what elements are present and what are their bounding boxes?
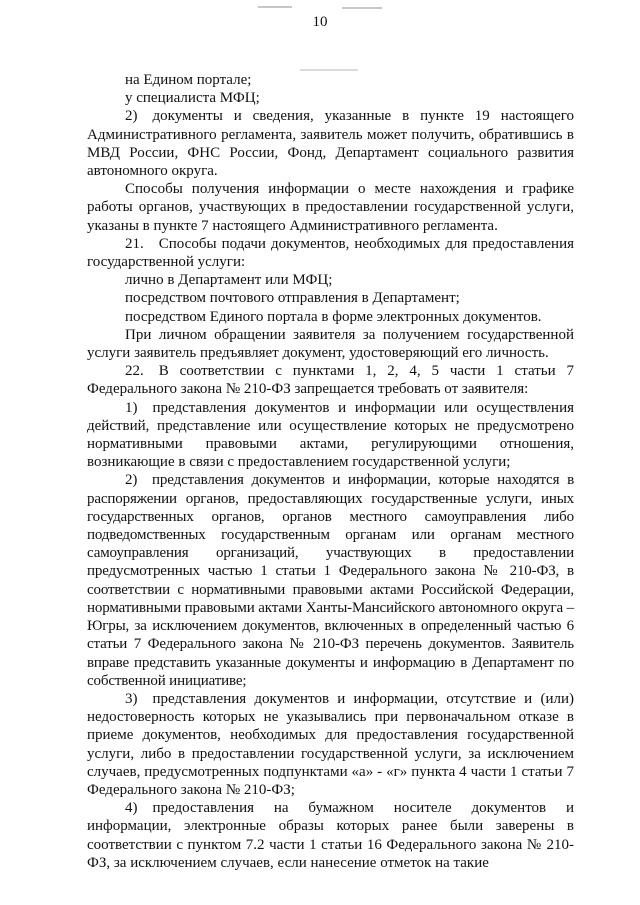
list-item-mfc-specialist: у специалиста МФЦ; [125,90,260,107]
list-item-in-person: лично в Департамент или МФЦ; [125,272,333,289]
document-body [87,71,574,872]
page-number: 10 [312,14,328,30]
list-item-electronic: посредством Единого портала в форме электронных документов. [125,308,542,325]
paragraph-item-2-documents: 2) документы и сведения, указанные в пункте 19 настоящего Административного регламента, заявитель может получить, обратившись в МВД России, ФНС России, Фонд, Департамент социального развития автономного округа. [87,108,574,180]
paragraph-info-methods: Способы получения информации о месте нахождения и графике работы органов, участвующих в предоставлении государственной услуги, указаны в пункте 7 настоящего Административного регламента. [87,181,574,234]
paragraph-item-3-prohibition: 3) представления документов и информации, отсутствие и (или) недостоверность которых не указывались при первоначальном отказе в приеме документов, необходимых для предоставления государственной услуги, либо в предоставлении государственной услуги, за исключением случаев, предусмотренных подпунктами «а» - «г» пункта 4 части 1 статьи 7 Федерального закона № 210-ФЗ; [87,690,574,798]
paragraph-identity-document: При личном обращении заявителя за получением государственной услуги заявитель предъявляет документ, удостоверяющий его личность. [87,326,574,362]
paragraph-section-22: 22. В соответствии с пунктами 1, 2, 4, 5 части 1 статьи 7 Федерального закона № 210-ФЗ запрещается требовать от заявителя: [87,363,574,398]
scan-artifact [258,6,292,8]
paragraph-item-1-prohibition: 1) представления документов и информации или осуществления действий, представление или осуществление которых не предусмотрено нормативными правовыми актами, регулирующими отношения, возникающие в связи с предоставлением государственной услуги; [87,399,574,471]
paragraph-item-2-prohibition: 2) представления документов и информации, которые находятся в распоряжении органов, предоставляющих государственные услуги, иных государственных органов, органов местного самоуправления либо подведомственных государственным органам или органам местного самоуправления организаций, участвующих в предоставлении предусмотренных частью 1 статьи 1 Федерального закона № 210-ФЗ, в соответствии с нормативными правовыми актами Российской Федерации, нормативными правовыми актами Ханты-Мансийского автономного округа – Югры, за исключением документов, включенных в определенный частью 6 статьи 7 Федерального закона № 210-ФЗ перечень документов. Заявитель вправе представить указанные документы и информацию в Департамент по собственной инициативе; [87,472,574,689]
paragraph-item-4-prohibition: 4) предоставления на бумажном носителе документов и информации, электронные образы которых ранее были заверены в соответствии с пунктом 7.2 части 1 статьи 16 Федерального закона № 210-ФЗ, за исключением случаев, если нанесение отметок на такие [87,800,574,871]
scan-artifact [342,7,382,9]
list-item-portal: на Едином портале; [125,72,252,88]
list-item-by-mail: посредством почтового отправления в Департамент; [125,290,460,307]
paragraph-section-21: 21. Способы подачи документов, необходимых для предоставления государственной услуги: [87,235,574,271]
